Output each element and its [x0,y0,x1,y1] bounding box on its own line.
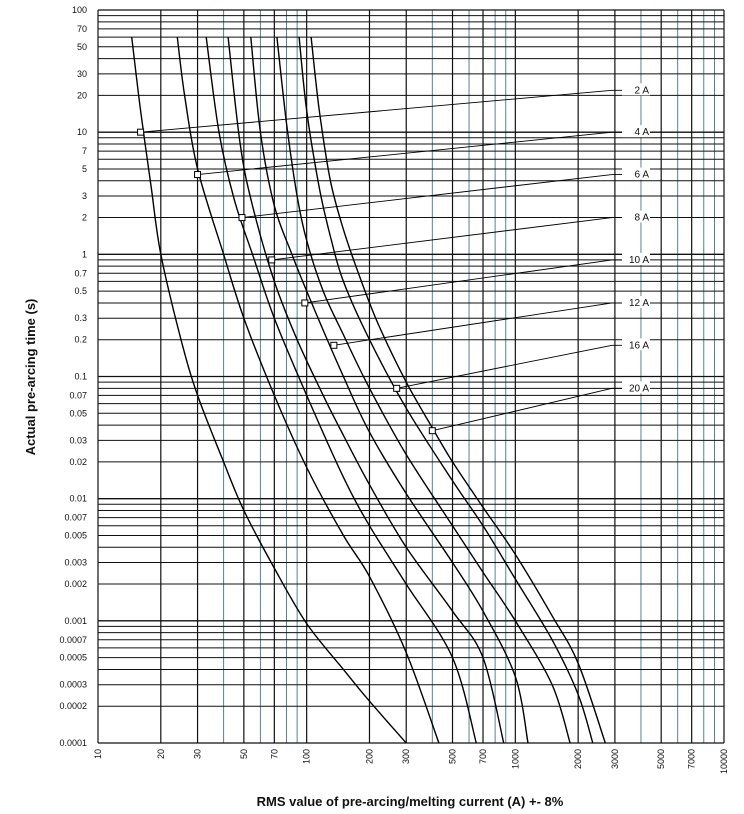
y-tick-label: 0.02 [69,456,87,467]
x-tick-label: 20 [155,749,166,760]
x-tick-label: 70 [269,749,280,760]
fuse-curve-2a [132,37,407,743]
y-tick-label: 0.001 [64,615,87,626]
y-tick-label: 0.007 [64,512,87,523]
y-tick-label: 0.0003 [59,679,87,690]
y-tick-label: 0.1 [74,371,87,382]
fuse-curve-16a [299,37,593,743]
x-tick-label: 200 [364,749,375,765]
rating-label-2a: 2 A [634,85,649,97]
rating-label-16a: 16 A [628,340,649,352]
fuse-curves [132,37,606,743]
x-tick-label: 5000 [656,749,667,770]
fuse-curve-20a [311,37,605,743]
y-tick-label: 100 [71,5,87,15]
y-tick-label: 10 [76,127,87,138]
marker-8a [269,257,275,263]
y-tick-label: 20 [76,90,87,101]
rating-label-8a: 8 A [634,212,649,224]
rating-label-6a: 6 A [634,169,649,181]
y-tick-label: 0.01 [69,493,87,504]
x-tick-label: 10 [93,749,103,760]
y-tick-label: 0.03 [69,435,87,446]
marker-10a [302,300,308,306]
x-tick-label: 50 [238,749,249,760]
fuse-curve-6a [206,37,476,743]
leader-line-2a [141,90,612,132]
x-axis-ticks [93,749,729,774]
y-tick-label: 0.005 [64,530,87,541]
x-tick-label: 1000 [510,749,521,770]
marker-20a [429,428,435,434]
y-tick-label: 0.2 [74,334,87,345]
y-tick-label: 0.0001 [59,738,87,748]
marker-4a [195,172,201,178]
x-tick-label: 10000 [719,749,729,775]
x-tick-label: 7000 [686,749,697,770]
rating-label-12a: 12 A [628,297,649,309]
y-tick-label: 0.0005 [59,652,87,663]
y-tick-label: 1 [81,249,87,260]
leader-line-20a [432,388,612,430]
x-tick-label: 2000 [573,749,584,770]
x-tick-label: 500 [447,749,458,765]
leader-line-12a [334,303,612,345]
y-tick-label: 0.5 [74,286,87,297]
y-axis-ticks [59,5,87,748]
y-tick-label: 0.7 [74,268,87,279]
rating-labels [138,83,650,433]
rating-label-10a: 10 A [628,254,649,266]
fuse-curve-8a [228,37,504,743]
y-tick-label: 0.3 [74,313,87,324]
rating-label-20a: 20 A [628,383,649,395]
fuse-curve-10a [251,37,528,743]
y-tick-label: 0.0002 [59,701,87,712]
y-axis-title: Actual pre-arcing time (s) [23,298,38,456]
leader-line-4a [198,132,612,174]
y-tick-label: 0.07 [69,390,87,401]
x-tick-label: 3000 [609,749,620,770]
y-tick-label: 0.0007 [59,634,87,645]
y-tick-label: 30 [76,68,87,79]
y-tick-label: 0.003 [64,557,87,568]
y-tick-label: 5 [81,163,87,174]
y-tick-label: 70 [76,23,87,34]
x-tick-label: 30 [192,749,203,760]
y-tick-label: 2 [81,212,87,223]
y-tick-label: 7 [81,146,87,157]
x-tick-label: 700 [478,749,489,765]
marker-12a [331,342,337,348]
y-tick-label: 0.002 [64,579,87,590]
y-tick-label: 50 [76,41,87,52]
rating-label-4a: 4 A [634,127,649,139]
marker-16a [394,385,400,391]
x-tick-label: 300 [401,749,412,765]
leader-line-8a [272,218,612,260]
marker-2a [138,129,144,135]
y-tick-label: 0.05 [69,408,87,419]
y-tick-label: 3 [81,191,87,202]
marker-6a [239,215,245,221]
x-tick-label: 100 [301,749,312,765]
x-axis-title: RMS value of pre-arcing/melting current (A) +- 8% [256,794,564,809]
